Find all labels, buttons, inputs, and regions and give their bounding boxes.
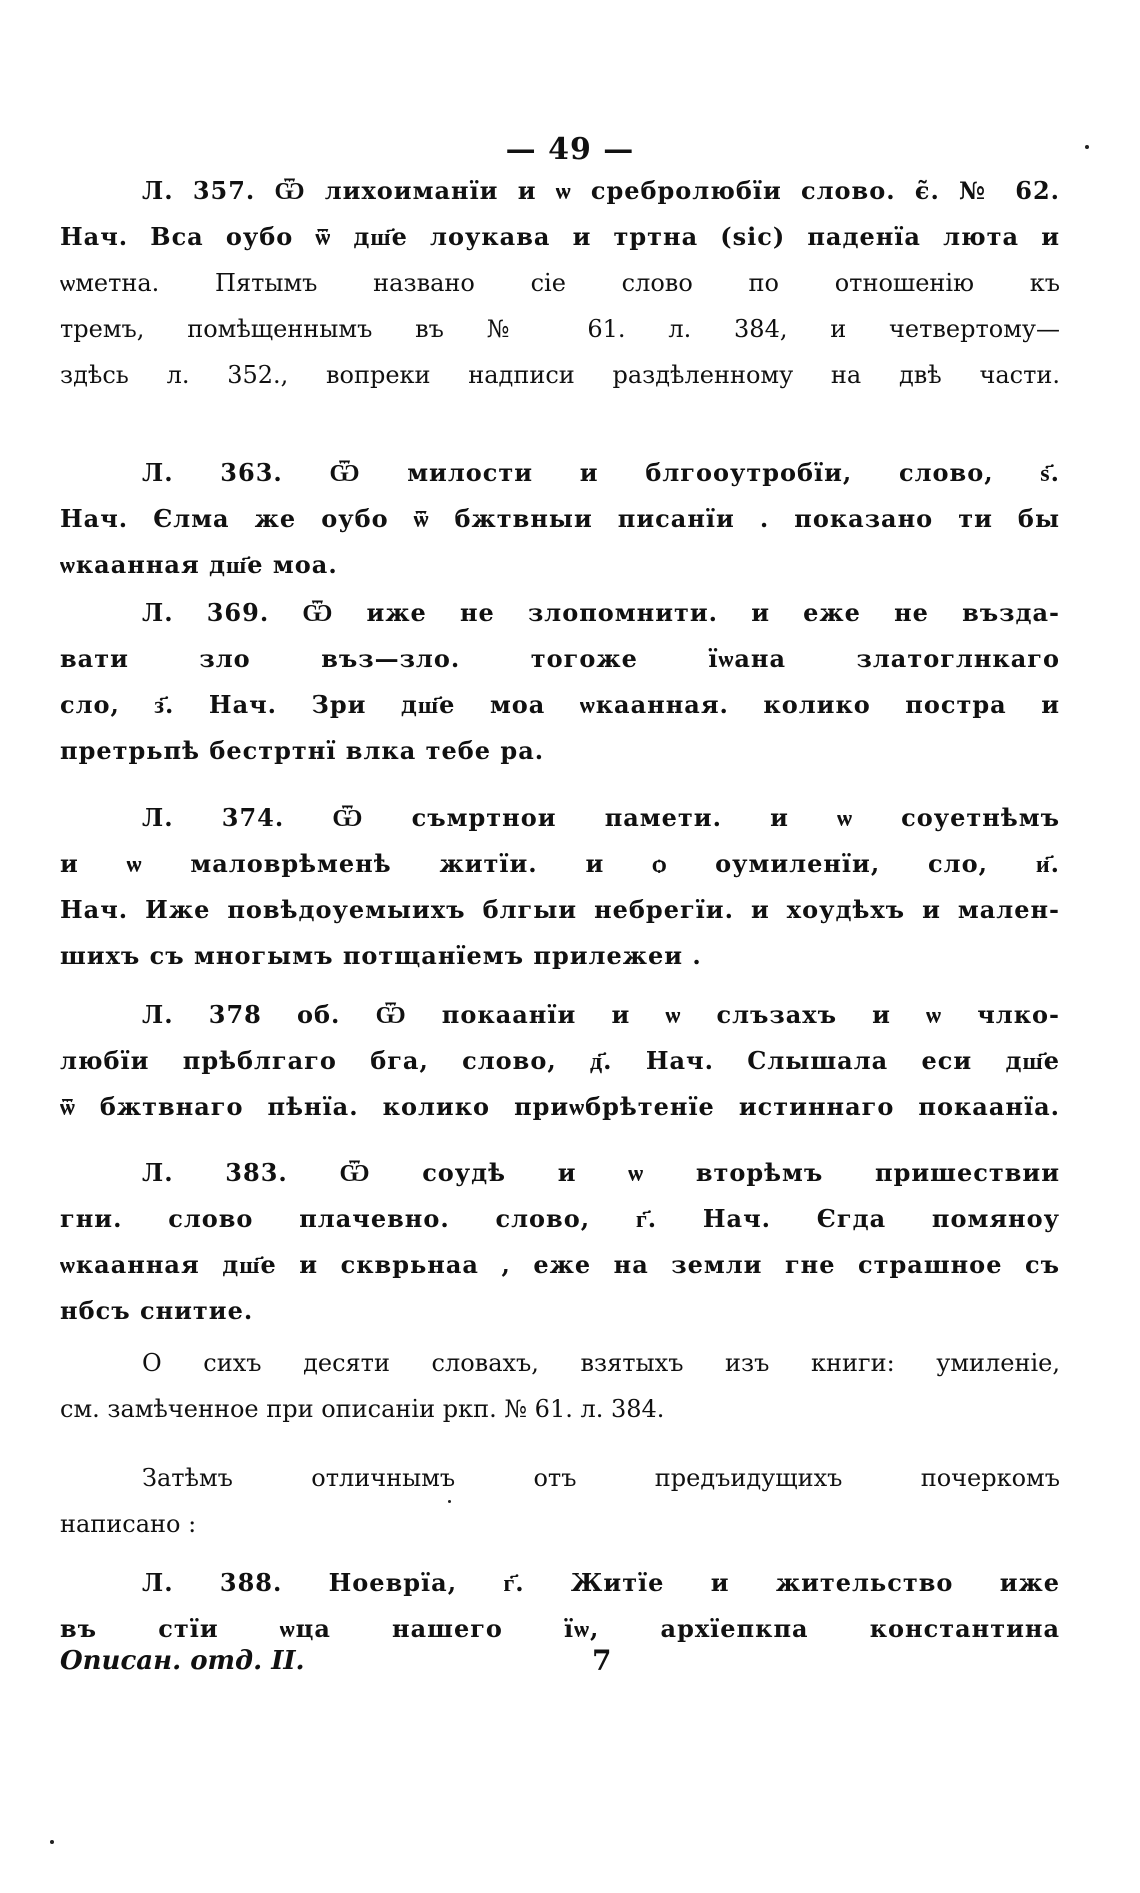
entry-369: [60, 590, 1060, 774]
text-line: вати зло въз—зло. тогоже їѡана златоглнкаго: [60, 644, 1060, 673]
entry-383: [60, 1150, 1060, 1334]
page-footer: [60, 1638, 1060, 1684]
text-line: Л. 388. Ноеврїа, г҃. Житїе и жительство иже: [142, 1568, 1060, 1597]
text-line: и ѡ маловрѣменѣ житїи. и ѻ оумиленїи, сло, и҃.: [60, 849, 1060, 878]
text-line: О сихъ десяти словахъ, взятыхъ изъ книги: умиленіе,: [142, 1349, 1060, 1377]
paper-speck: [1085, 145, 1089, 149]
entry-374: [60, 795, 1060, 979]
entry-378: [60, 992, 1060, 1130]
note-handwriting: [60, 1455, 1060, 1547]
text-line: ѡметна. Пятымъ названо сіе слово по отношенію къ: [60, 269, 1060, 297]
text-line: въ стїи ѡца нашего їѡ, архїепкпа константина: [60, 1614, 1060, 1643]
text-line: ѿ бжтвнаго пѣнїа. колико приѡбрѣтенїе истиннаго покаанїа.: [60, 1092, 1060, 1121]
text-line: Нач. Вса оубо ѿ дш҃е лоукава и тртна (sic) паденїа люта и: [60, 222, 1060, 251]
text-line: Нач. Иже повѣдоуемыихъ блгыи небрегїи. и хоудѣхъ и мален-: [60, 895, 1060, 924]
text-line: Л. 378 об. Ѿ покаанїи и ѡ слъзахъ и ѡ члко-: [142, 1000, 1060, 1029]
text-line: нбсъ снитие.: [60, 1296, 254, 1325]
note-ten-sermons: [60, 1340, 1060, 1432]
text-line: ѡкаанная дш҃е и скврьнаа , еже на земли гне страшное съ: [60, 1250, 1060, 1279]
text-line: шихъ съ многымъ потщанїемъ прилежеи .: [60, 941, 702, 970]
text-line: Нач. Єлма же оубо ѿ бжтвныи писанїи . показано ти бы: [60, 504, 1060, 533]
page-number: — 49 —: [505, 132, 635, 167]
text-line: Л. 383. Ѿ соудѣ и ѡ вторѣмъ пришествии: [142, 1158, 1060, 1187]
text-line: Л. 374. Ѿ съмртнои памети. и ѡ соуетнѣмъ: [142, 803, 1060, 832]
text-line: Л. 357. Ѿ лихоиманїи и ѡ сребролюбїи слово. є̃. № 62.: [142, 176, 1060, 205]
signature-mark: Описан. отд. II.: [60, 1646, 305, 1676]
text-line: Затѣмъ отличнымъ отъ предъидущихъ почеркомъ: [142, 1464, 1060, 1492]
paper-speck: [448, 1500, 451, 1503]
text-line: любїи прѣблгаго бга, слово, д҃. Нач. Слышала еси дш҃е: [60, 1046, 1060, 1075]
paper-speck: [50, 1840, 54, 1844]
entry-357: [60, 168, 1060, 398]
text-line: здѣсь л. 352., вопреки надписи раздѣленному на двѣ части.: [60, 361, 1060, 389]
text-line: Л. 369. Ѿ иже не злопомнити. и еже не възда-: [142, 598, 1060, 627]
text-line: претрьпѣ бестртнї влка тебе ра.: [60, 736, 545, 765]
text-line: сло, з҃. Нач. Зри дш҃е моа ѡкаанная. колико постра и: [60, 690, 1060, 719]
text-line: тремъ, помѣщеннымъ въ № 61. л. 384, и четвертому—: [60, 315, 1060, 343]
entry-363: [60, 450, 1060, 588]
sheet-number: 7: [592, 1644, 612, 1677]
text-line: гни. слово плачевно. слово, г҃. Нач. Єгда помяноу: [60, 1204, 1060, 1233]
text-line: Л. 363. Ѿ милости и блгооутробїи, слово, ѕ҃.: [142, 458, 1060, 487]
text-line: ѡкаанная дш҃е моа.: [60, 550, 338, 579]
text-line: написано :: [60, 1510, 197, 1538]
text-line: см. замѣченное при описаніи ркп. № 61. л. 384.: [60, 1395, 665, 1423]
